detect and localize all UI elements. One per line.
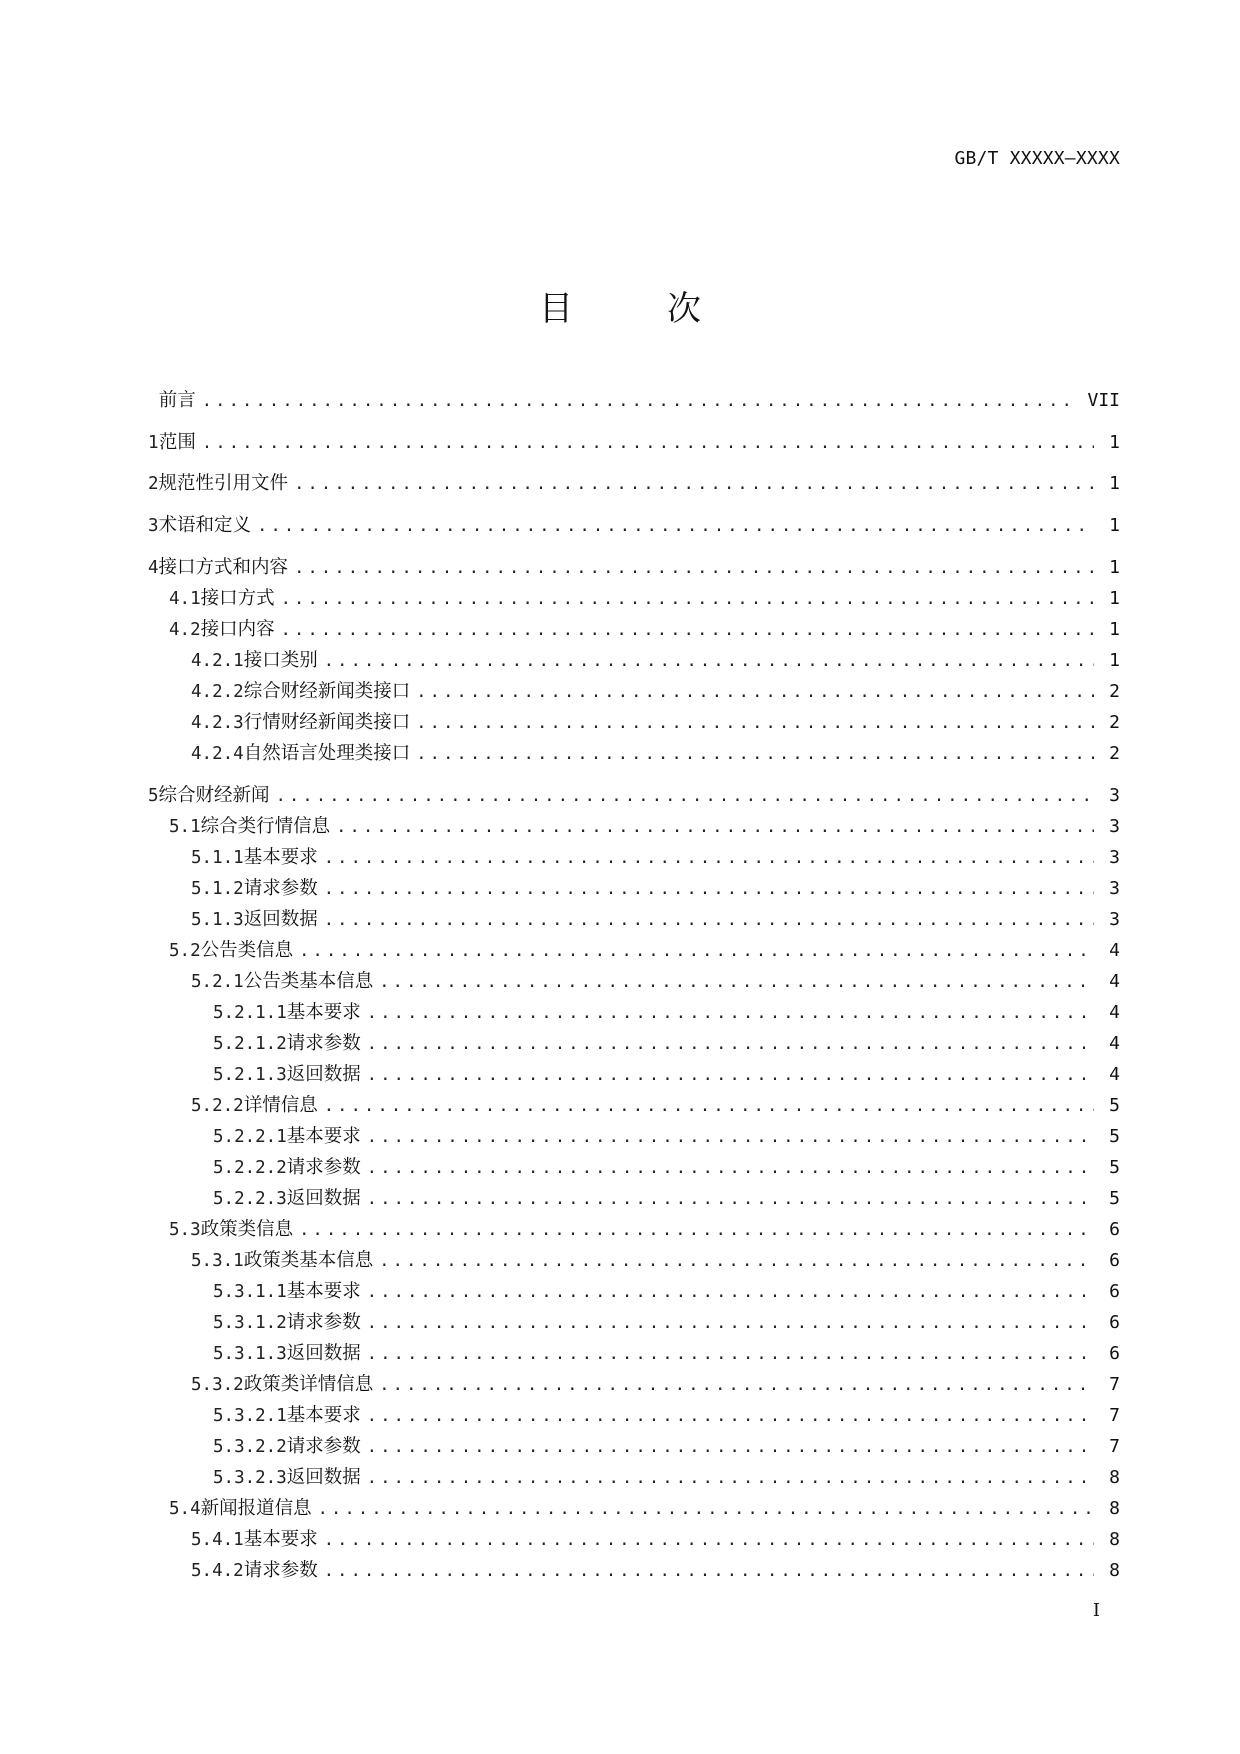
toc-dot-leader — [281, 619, 1094, 641]
toc-entry-page: 5 — [1109, 1094, 1120, 1116]
toc-dot-leader — [324, 650, 1094, 672]
toc-entry-title: 公告类基本信息 — [243, 970, 374, 992]
toc-dot-leader — [257, 515, 1094, 537]
toc-entry[interactable] — [148, 838, 1120, 869]
toc-entry-page: 2 — [1109, 711, 1120, 733]
toc-entry-page: 4 — [1109, 1032, 1120, 1054]
toc-entry-page: 3 — [1109, 846, 1120, 868]
toc-entry-number: 5.3.1.3 — [213, 1343, 287, 1364]
toc-entry-number: 5.4.2 — [191, 1560, 244, 1581]
toc-entry-page: 6 — [1109, 1218, 1120, 1240]
toc-entry-number: 5.2.2 — [191, 1095, 244, 1116]
toc-entry-page: 8 — [1109, 1497, 1120, 1519]
toc-dot-leader — [324, 847, 1094, 869]
toc-entry-number: 2 — [148, 474, 159, 495]
toc-entry-number: 5.4.1 — [191, 1529, 244, 1550]
toc-entry-page: 8 — [1109, 1528, 1120, 1550]
toc-entry[interactable] — [148, 412, 1120, 454]
toc-entry-title: 术语和定义 — [158, 515, 252, 537]
toc-entry-number: 1 — [148, 432, 159, 453]
toc-entry-page: 4 — [1109, 970, 1120, 992]
page-title: 目 次 — [539, 288, 731, 329]
toc-entry-number: 5.3.2.1 — [213, 1405, 287, 1426]
toc-entry-number: 4 — [148, 557, 159, 578]
toc-entry-title: 基本要求 — [243, 846, 318, 868]
toc-entry-title: 返回数据 — [286, 1063, 361, 1085]
toc-entry-page: 7 — [1109, 1404, 1120, 1426]
toc-entry-number: 4.1 — [169, 588, 201, 609]
toc-entry-page: 1 — [1109, 431, 1120, 453]
toc-entry-page: 1 — [1109, 515, 1120, 537]
toc-entry[interactable] — [148, 537, 1120, 579]
toc-entry-title: 详情信息 — [243, 1094, 318, 1116]
standard-code: GB/T XXXXX—XXXX — [954, 148, 1120, 169]
toc-entry-number: 5.3 — [169, 1219, 201, 1240]
toc-entry-page: 7 — [1109, 1435, 1120, 1457]
toc-entry-title: 接口方式和内容 — [158, 556, 289, 578]
toc-dot-leader — [294, 557, 1094, 579]
toc-entry-page: 1 — [1109, 618, 1120, 640]
toc-dot-leader — [379, 1250, 1094, 1272]
toc-dot-leader — [367, 1312, 1094, 1334]
toc-entry-title: 新闻报道信息 — [200, 1497, 312, 1519]
toc-entry-title: 基本要求 — [286, 1001, 361, 1023]
toc-entry-page: 6 — [1109, 1280, 1120, 1302]
toc-entry-number: 5.2.2.1 — [213, 1126, 287, 1147]
toc-entry-number: 5.2.1.2 — [213, 1033, 287, 1054]
toc-dot-leader — [336, 816, 1094, 838]
toc-entry-title: 自然语言处理类接口 — [243, 742, 411, 764]
toc-entry[interactable] — [148, 1086, 1120, 1117]
toc-entry[interactable] — [148, 579, 1120, 610]
toc-entry-title: 返回数据 — [243, 908, 318, 930]
toc-entry-title: 规范性引用文件 — [158, 473, 289, 495]
toc-entry-page: VII — [1087, 389, 1120, 411]
toc-entry-page: 3 — [1109, 815, 1120, 837]
toc-entry-page: 3 — [1109, 908, 1120, 930]
toc-entry-number: 5.2 — [169, 940, 201, 961]
toc-entry[interactable] — [148, 1179, 1120, 1210]
toc-entry[interactable] — [148, 900, 1120, 931]
toc-entry[interactable] — [148, 962, 1120, 993]
toc-entry-page: 3 — [1109, 784, 1120, 806]
toc-entry[interactable] — [148, 1210, 1120, 1241]
toc-entry-page: 4 — [1109, 1063, 1120, 1085]
toc-entry-title: 政策类信息 — [200, 1218, 294, 1240]
toc-entry-number: 5.1.1 — [191, 847, 244, 868]
toc-entry[interactable] — [148, 807, 1120, 838]
toc-entry-number: 5.1.2 — [191, 878, 244, 899]
toc-entry-number: 4.2.3 — [191, 712, 244, 733]
toc-entry-title: 基本要求 — [286, 1280, 361, 1302]
page-number: I — [1092, 1600, 1100, 1621]
toc-dot-leader — [324, 909, 1094, 931]
toc-entry[interactable] — [148, 1303, 1120, 1334]
toc-entry-title: 综合类行情信息 — [200, 815, 331, 837]
toc-dot-leader — [367, 1405, 1094, 1427]
toc-entry-title: 请求参数 — [243, 877, 318, 899]
toc-entry[interactable] — [148, 1117, 1120, 1148]
toc-entry[interactable] — [148, 1148, 1120, 1179]
toc-dot-leader — [367, 1343, 1094, 1365]
toc-entry-page: 7 — [1109, 1373, 1120, 1395]
toc-entry-title: 返回数据 — [286, 1187, 361, 1209]
toc-entry-number: 5 — [148, 785, 159, 806]
toc-entry-number: 5.3.2.3 — [213, 1467, 287, 1488]
toc-entry-number: 5.1.3 — [191, 909, 244, 930]
toc-entry-number: 3 — [148, 516, 159, 537]
toc-dot-leader — [367, 1188, 1094, 1210]
toc-entry-number: 4.2.1 — [191, 650, 244, 671]
toc-dot-leader — [281, 588, 1094, 610]
toc-entry[interactable] — [148, 641, 1120, 672]
toc-entry[interactable] — [148, 734, 1120, 765]
toc-entry-title: 返回数据 — [286, 1342, 361, 1364]
toc-dot-leader — [294, 473, 1094, 495]
toc-entry-title: 返回数据 — [286, 1466, 361, 1488]
toc-entry-page: 1 — [1109, 649, 1120, 671]
toc-entry-number: 5.2.2.3 — [213, 1188, 287, 1209]
toc-entry-title: 请求参数 — [286, 1435, 361, 1457]
toc-entry[interactable] — [148, 869, 1120, 900]
toc-entry-page: 6 — [1109, 1311, 1120, 1333]
toc-entry[interactable] — [148, 1427, 1120, 1458]
toc-entry[interactable] — [148, 495, 1120, 537]
toc-entry-number: 5.2.1.1 — [213, 1002, 287, 1023]
toc-entry-title: 请求参数 — [286, 1311, 361, 1333]
toc-entry[interactable] — [148, 1489, 1120, 1520]
toc-entry-title: 政策类基本信息 — [243, 1249, 374, 1271]
toc-entry-page: 8 — [1109, 1466, 1120, 1488]
toc-entry-title: 请求参数 — [243, 1559, 318, 1581]
toc-entry-page: 6 — [1109, 1342, 1120, 1364]
toc-entry-title: 请求参数 — [286, 1156, 361, 1178]
toc-entry-title: 接口方式 — [200, 587, 275, 609]
toc-entry-number: 5.2.1 — [191, 971, 244, 992]
toc-entry-title: 请求参数 — [286, 1032, 361, 1054]
toc-entry-number: 5.2.1.3 — [213, 1064, 287, 1085]
toc-entry-page: 1 — [1109, 556, 1120, 578]
toc-dot-leader — [324, 878, 1094, 900]
toc-entry-page: 6 — [1109, 1249, 1120, 1271]
toc-entry-number: 5.1 — [169, 816, 201, 837]
toc-entry-page: 8 — [1109, 1559, 1120, 1581]
toc-entry[interactable] — [148, 1334, 1120, 1365]
toc-entry-title: 基本要求 — [286, 1125, 361, 1147]
toc-entry[interactable] — [148, 454, 1120, 496]
toc-dot-leader — [367, 1436, 1094, 1458]
toc-entry-page: 2 — [1109, 742, 1120, 764]
toc-dot-leader — [367, 1033, 1094, 1055]
toc-dot-leader — [202, 390, 1080, 412]
toc-entry-number: 5.4 — [169, 1498, 201, 1519]
toc-dot-leader — [367, 1157, 1094, 1179]
toc-entry[interactable] — [148, 1520, 1120, 1551]
toc-dot-leader — [379, 1374, 1094, 1396]
toc-entry[interactable] — [148, 1365, 1120, 1396]
toc-entry-number: 5.3.1.1 — [213, 1281, 287, 1302]
toc-entry[interactable] — [148, 610, 1120, 641]
toc-dot-leader — [416, 712, 1094, 734]
toc-entry-title: 基本要求 — [286, 1404, 361, 1426]
toc-entry[interactable] — [148, 1055, 1120, 1086]
toc-dot-leader — [367, 1126, 1094, 1148]
table-of-contents — [148, 370, 1120, 1582]
toc-entry-title: 综合财经新闻 — [158, 784, 270, 806]
toc-entry-title: 综合财经新闻类接口 — [243, 680, 411, 702]
toc-dot-leader — [367, 1064, 1094, 1086]
toc-entry-page: 1 — [1109, 473, 1120, 495]
toc-dot-leader — [324, 1560, 1094, 1582]
toc-entry[interactable] — [148, 765, 1120, 807]
toc-entry[interactable] — [148, 703, 1120, 734]
toc-entry-title: 基本要求 — [243, 1528, 318, 1550]
toc-entry[interactable] — [148, 1272, 1120, 1303]
toc-entry[interactable] — [148, 370, 1120, 412]
toc-entry-number: 5.3.1.2 — [213, 1312, 287, 1333]
toc-entry-number: 5.2.2.2 — [213, 1157, 287, 1178]
toc-entry-number: 4.2.4 — [191, 743, 244, 764]
toc-entry-number: 5.3.1 — [191, 1250, 244, 1271]
toc-dot-leader — [416, 743, 1094, 765]
toc-dot-leader — [299, 940, 1094, 962]
toc-entry[interactable] — [148, 1024, 1120, 1055]
toc-entry-page: 5 — [1109, 1187, 1120, 1209]
toc-dot-leader — [299, 1219, 1094, 1241]
toc-dot-leader — [379, 971, 1094, 993]
toc-entry-page: 4 — [1109, 1001, 1120, 1023]
toc-dot-leader — [416, 681, 1094, 703]
toc-entry[interactable] — [148, 672, 1120, 703]
toc-entry-page: 1 — [1109, 587, 1120, 609]
toc-dot-leader — [367, 1281, 1094, 1303]
toc-entry-title: 政策类详情信息 — [243, 1373, 374, 1395]
toc-entry[interactable] — [148, 1551, 1120, 1582]
toc-entry-page: 5 — [1109, 1156, 1120, 1178]
toc-entry-page: 2 — [1109, 680, 1120, 702]
toc-entry-title: 前言 — [158, 389, 196, 411]
toc-entry-number: 4.2.2 — [191, 681, 244, 702]
toc-entry-page: 3 — [1109, 877, 1120, 899]
toc-entry-title: 接口类别 — [243, 649, 318, 671]
toc-entry[interactable] — [148, 1241, 1120, 1272]
toc-entry[interactable] — [148, 993, 1120, 1024]
toc-entry-title: 接口内容 — [200, 618, 275, 640]
toc-entry-page: 5 — [1109, 1125, 1120, 1147]
toc-dot-leader — [367, 1467, 1094, 1489]
toc-entry-page: 4 — [1109, 939, 1120, 961]
toc-entry[interactable] — [148, 931, 1120, 962]
toc-entry[interactable] — [148, 1396, 1120, 1427]
toc-dot-leader — [276, 785, 1094, 807]
toc-dot-leader — [367, 1002, 1094, 1024]
toc-entry-number: 5.3.2 — [191, 1374, 244, 1395]
toc-dot-leader — [318, 1498, 1094, 1520]
toc-entry-number: 4.2 — [169, 619, 201, 640]
toc-entry-title: 范围 — [158, 431, 196, 453]
toc-entry-title: 行情财经新闻类接口 — [243, 711, 411, 733]
toc-dot-leader — [324, 1529, 1094, 1551]
toc-entry-number: 5.3.2.2 — [213, 1436, 287, 1457]
toc-entry-title: 公告类信息 — [200, 939, 294, 961]
toc-entry[interactable] — [148, 1458, 1120, 1489]
toc-dot-leader — [202, 432, 1094, 454]
toc-dot-leader — [324, 1095, 1094, 1117]
